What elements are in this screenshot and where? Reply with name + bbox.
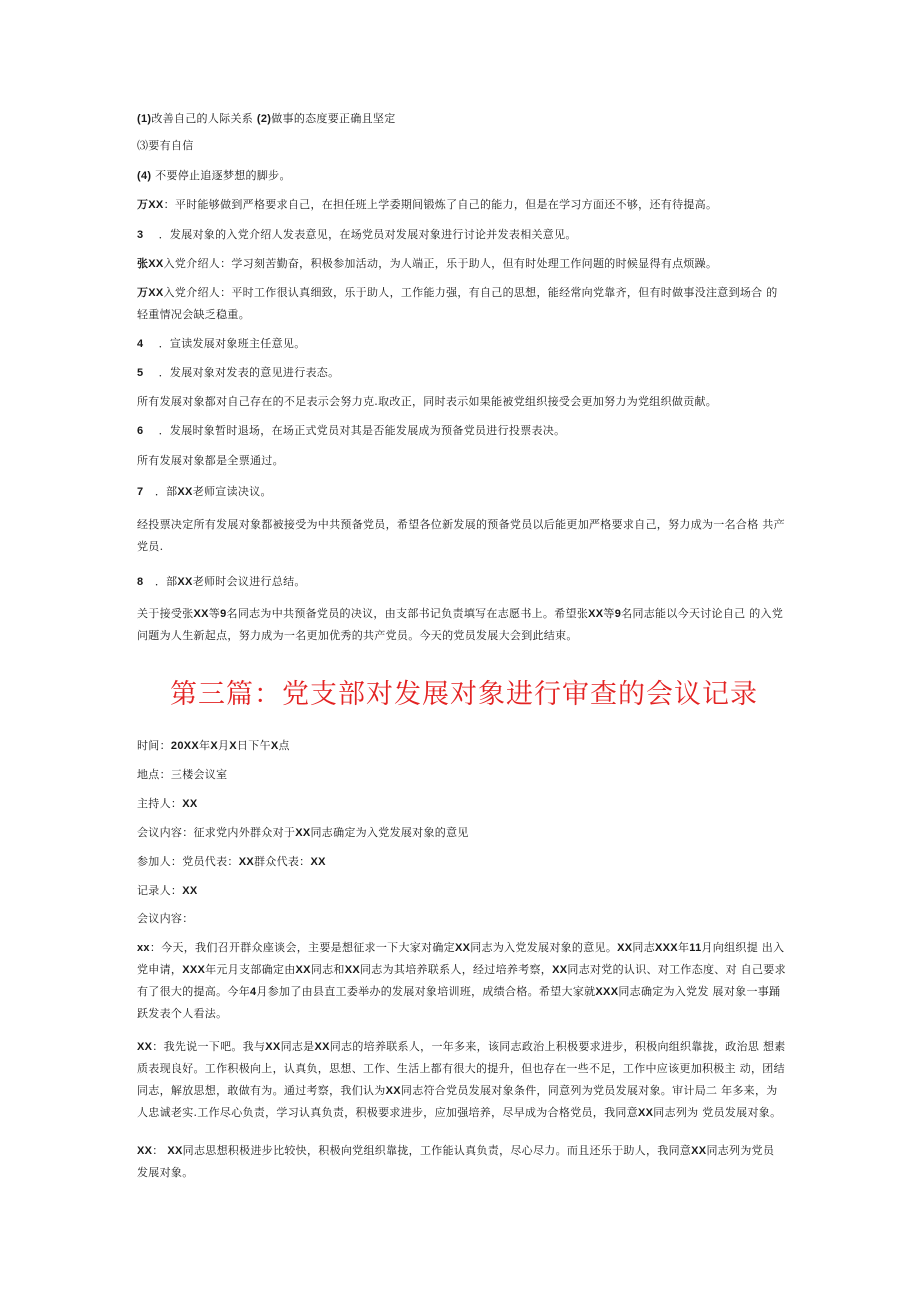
agenda-item-5: 5 ．发展对象对发表的意见进行表态。 <box>137 366 340 379</box>
agenda-item-8: 8 ．部XX老师时会议进行总结。 <box>137 575 306 588</box>
meeting-recorder: 记录人：XX <box>137 884 198 897</box>
meeting-host: 主持人：XX <box>137 797 198 810</box>
paragraph-wan-self-review: 万XX：平时能够做到严格要求自己，在担任班上学委期间锻炼了自己的能力，但是在学习方面还不够，还有待提高。 <box>137 198 718 211</box>
agenda-item-7: 7 ．部XX老师宣读决议。 <box>137 485 272 498</box>
chapter-heading: 第三篇：党支部对发展对象进行审查的会议记录 <box>170 679 758 710</box>
agenda-item-3: 3 ．发展对象的入党介绍人发表意见，在场党员对发展对象进行讨论并发表相关意见。 <box>137 228 577 241</box>
paragraph-improvement-3: ⑶要有自信 <box>137 139 194 152</box>
meeting-time: 时间：20XX年X月X日下午X点 <box>137 739 290 752</box>
speech-colleague: XX： XX同志思想积极进步比较快，积极向党组织靠拢，工作能认真负责，尽心尽力。而且还乐于助人，我同意XX同志列为党员 发展对象。 <box>137 1144 775 1179</box>
meeting-place: 地点：三楼会议室 <box>137 768 228 781</box>
speech-sponsor: XX：我先说一下吧。我与XX同志是XX同志的培养联系人，一年多来，该同志政治上积极要求进步，积极向组织靠拢，政治思 想素质表现良好。工作积极向上，认真负，思想、工作、生活上都有很大的提升，但也存在一些不足，工作中应该更加积极主 动，团结同志，解放思想，敢做有为。通过考察，我们认为XX同志符合党员发展对象条件，同意列为党员发展对象。审计局二 年多来，为人忠诚老实.工作尽心负责，学习认真负责，积极要求进步，应加强培养，尽早成为合格党员，我同意XX同志列为 党员发展对象。 <box>137 1040 786 1119</box>
agenda-item-6: 6 ．发展时象暂时退场，在场正式党员对其是否能发展成为预备党员进行投票表决。 <box>137 424 566 437</box>
paragraph-statement: 所有发展对象都对自己存在的不足表示会努力克.取改正，同时表示如果能被党组织接受会更加努力为党组织做贡献。 <box>137 395 718 408</box>
meeting-attendees: 参加人：党员代表：XX群众代表：XX <box>137 855 326 868</box>
meeting-content-label: 会议内容： <box>137 912 194 925</box>
speech-host-opening: xx：今天，我们召开群众座谈会，主要是想征求一下大家对确定XX同志为入党发展对象的意见。XX同志XXX年11月向组织提 出入党申请，XXX年元月支部确定由XX同志和XX同志为其培养联系人，经过培养考察，XX同志对党的认识、对工作态度、对 自己要求有了很大的提高。今年4月参加了由县直工委举办的发展对象培训班，成绩合格。希望大家就XXX同志确定为入党发 展对象一事踊跃发表个人看法。 <box>137 941 786 1020</box>
paragraph-wan-introducer: 万XX入党介绍人：平时工作很认真细致，乐于助人，工作能力强，有自己的思想，能经常向党靠齐，但有时做事没注意到场合 的轻重情况会缺乏稳重。 <box>137 286 778 321</box>
paragraph-zhang-introducer: 张XX入党介绍人：学习刻苦勤奋，积极参加活动，为人端正，乐于助人，但有时处理工作问题的时候显得有点烦躁。 <box>137 257 718 270</box>
paragraph-improvement-4: (4) 不要停止追逐梦想的脚步。 <box>137 169 291 182</box>
agenda-item-4: 4 ．宣读发展对象班主任意见。 <box>137 337 306 350</box>
meeting-content-summary: 会议内容：征求党内外群众对于XX同志确定为入党发展对象的意见 <box>137 826 469 839</box>
paragraph-closing: 关于接受张XX等9名同志为中共预备党员的决议，由支部书记负责填写在志愿书上。希望张XX等9名同志能以今天讨论自己 的入党问题为人生新起点，努力成为一名更加优秀的共产党员。今天的党员发展大会到此结束。 <box>137 607 784 642</box>
paragraph-improvements-1-2: (1)改善自己的人际关系 (2)做事的态度要正确且坚定 <box>137 112 396 125</box>
paragraph-vote-result: 所有发展对象都是全票通过。 <box>137 454 284 467</box>
paragraph-resolution: 经投票决定所有发展对象都被接受为中共预备党员，希望各位新发展的预备党员以后能更加严格要求自己，努力成为一名合格 共产党员. <box>137 518 785 553</box>
